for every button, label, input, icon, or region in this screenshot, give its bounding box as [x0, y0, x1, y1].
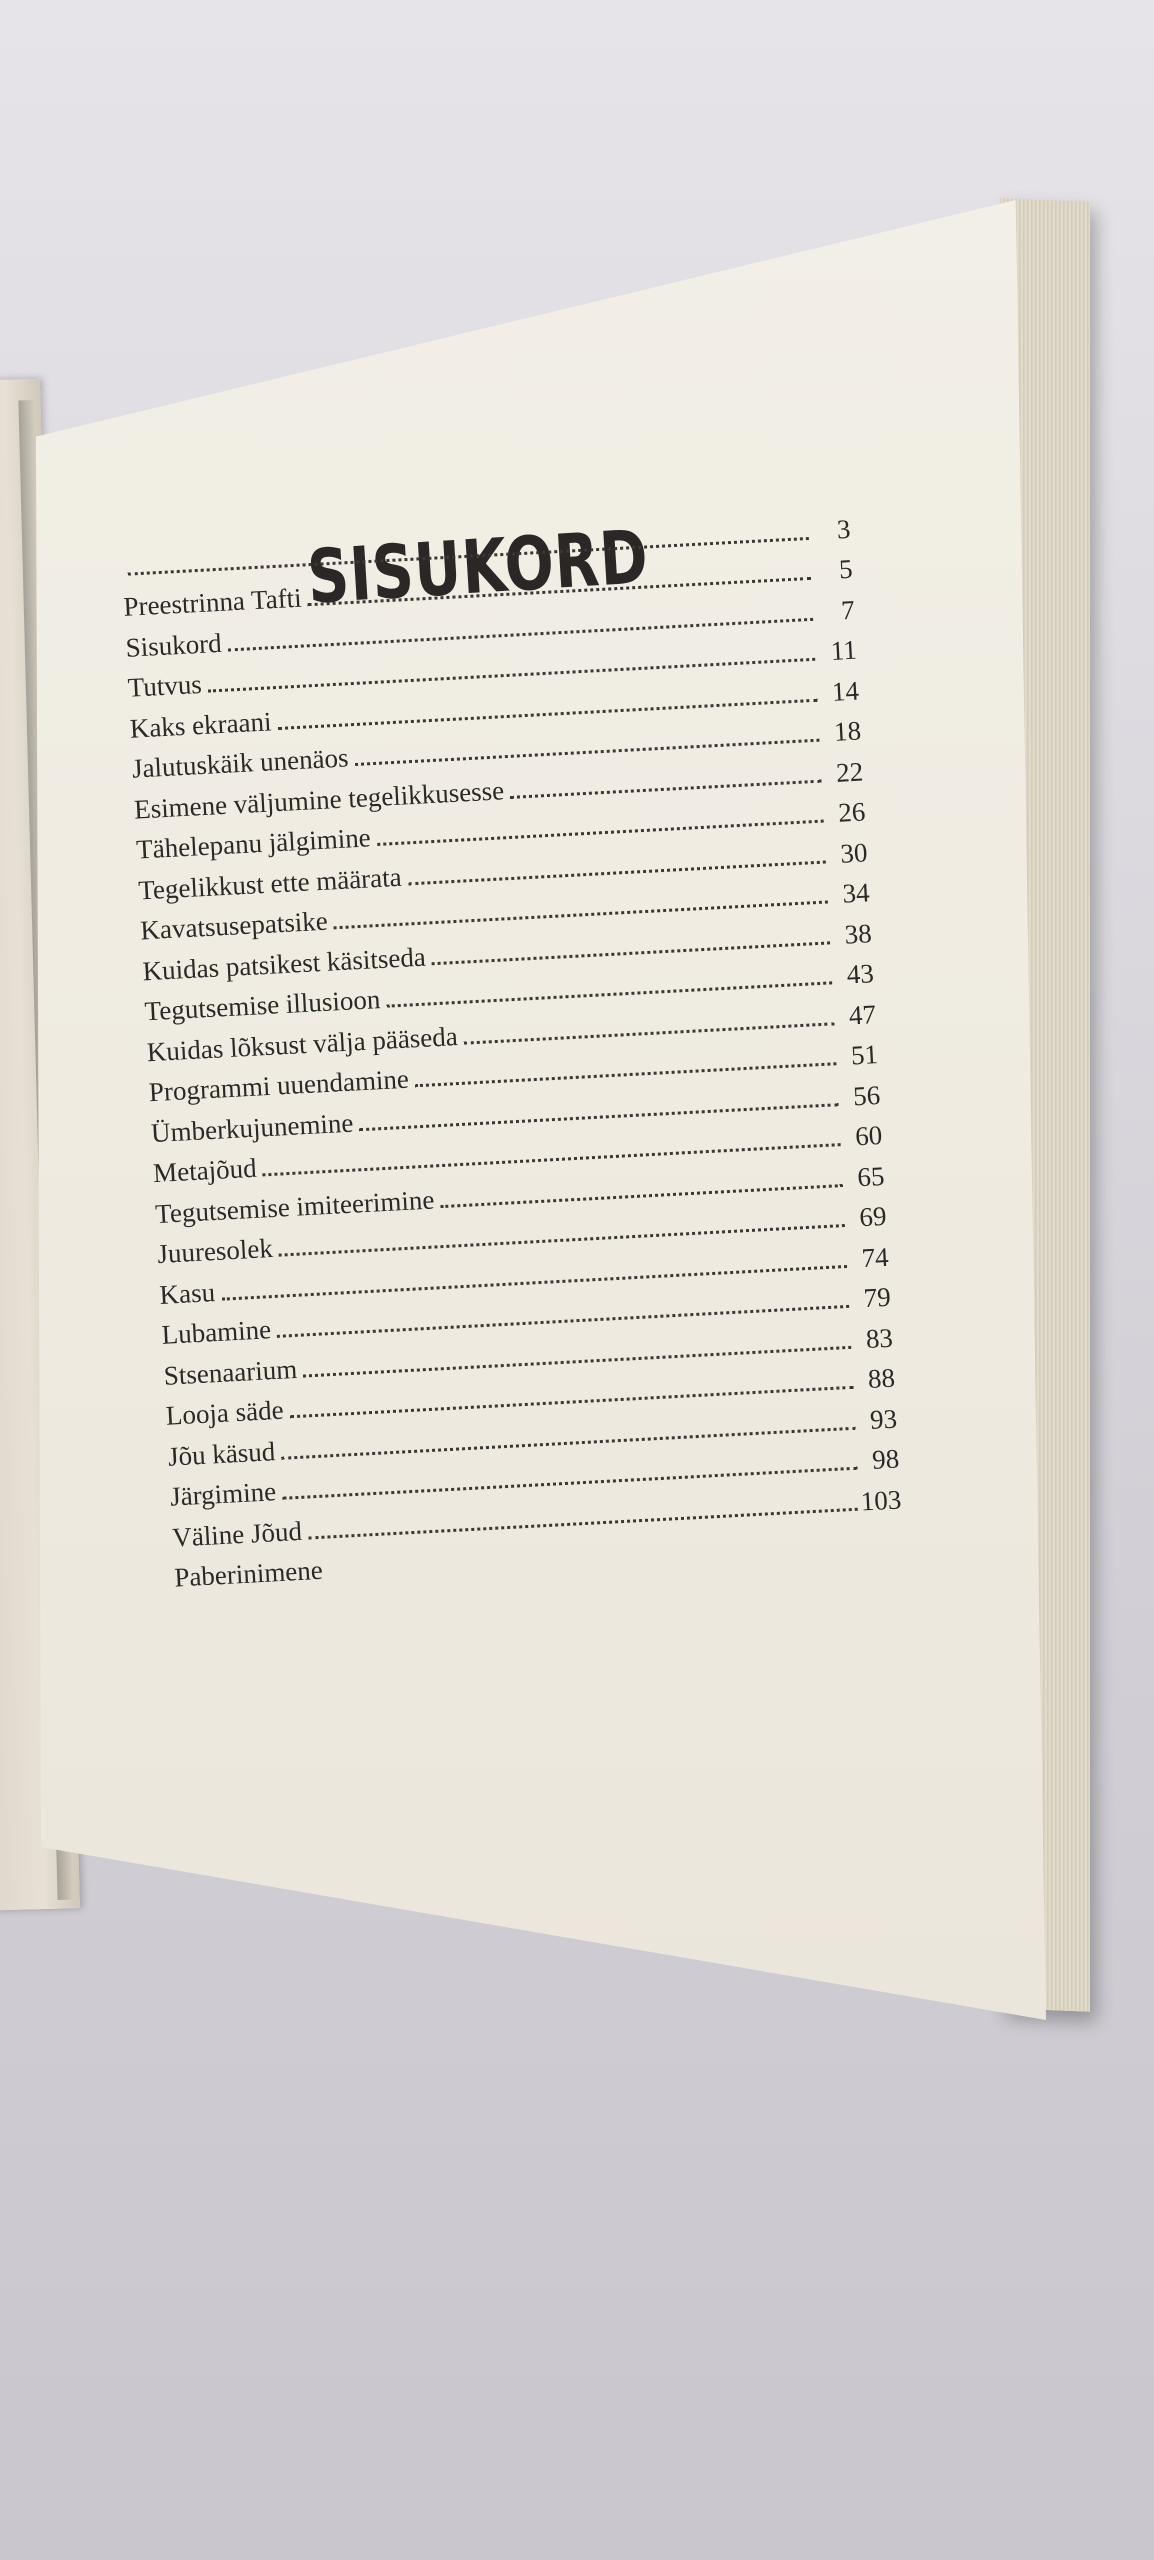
- toc-entry-title: Juuresolek: [156, 1232, 274, 1269]
- toc-entry-title: Lubamine: [160, 1314, 272, 1350]
- toc-entry-page-number: 34: [841, 877, 871, 909]
- toc-entry-page-number: 14: [831, 675, 860, 707]
- toc-entry-title: Tegelikkust ette määrata: [137, 861, 403, 905]
- toc-entry-page-number: 88: [867, 1362, 896, 1394]
- toc-entry-page-number: 43: [845, 958, 875, 990]
- toc-entry-title: Tähelepanu jälgimine: [135, 822, 372, 865]
- toc-entry-title: Järgimine: [169, 1476, 277, 1512]
- toc-entry-page-number: 22: [835, 755, 864, 788]
- toc-entry-page-number: 65: [856, 1160, 886, 1192]
- toc-entry-page-number: 11: [829, 634, 858, 666]
- toc-entry-title: Ümberkujunemine: [150, 1107, 355, 1148]
- toc-entry-page-number: 18: [833, 715, 862, 747]
- toc-entry-page-number: 38: [843, 917, 873, 950]
- toc-entry-page-number: 5: [838, 553, 854, 585]
- page-title: SISUKORD: [305, 514, 651, 621]
- toc-entry-page-number: 69: [858, 1200, 888, 1233]
- toc-entry-page-number: 26: [837, 796, 867, 828]
- toc-entry-page-number: 30: [839, 836, 869, 869]
- toc-entry-title: Metajõud: [152, 1152, 258, 1189]
- toc-entry-title: Paberinimene: [173, 1554, 324, 1593]
- toc-entry-title: Tutvus: [126, 668, 203, 703]
- toc-entry-page-number: 7: [840, 594, 856, 625]
- toc-entry-page-number: 103: [860, 1483, 903, 1517]
- toc-entry-title: Kuidas patsikest käsitseda: [141, 941, 427, 986]
- toc-entry-title: Kuidas lõksust välja pääseda: [146, 1020, 459, 1067]
- toc-entry-title: Tegutsemise imiteerimine: [154, 1183, 435, 1229]
- toc-entry-title: Väline Jõud: [171, 1515, 303, 1553]
- toc-entry-page-number: 74: [860, 1241, 890, 1273]
- toc-entry-title: Sisukord: [124, 627, 223, 663]
- toc-entry-title: Esimene väljumine tegelikkusesse: [133, 774, 505, 825]
- toc-entry-title: Jalutuskäik unenäos: [131, 742, 350, 784]
- toc-entry-page-number: 56: [852, 1079, 881, 1111]
- toc-entry-page-number: 51: [850, 1039, 879, 1071]
- toc-entry-page-number: 93: [869, 1403, 898, 1435]
- toc-entry-title: Kaks ekraani: [129, 705, 273, 744]
- toc-entry-page-number: 79: [862, 1281, 892, 1314]
- toc-entry-page-number: 3: [836, 513, 852, 544]
- toc-entry-page-number: 47: [848, 998, 877, 1030]
- toc-entry-title: Tegutsemise illusioon: [143, 984, 382, 1027]
- toc-entry-title: Stsenaarium: [162, 1353, 298, 1391]
- toc-entry-title: Looja säde: [165, 1394, 285, 1431]
- toc-entry-title: Kasu: [158, 1276, 216, 1310]
- toc-entry-title: Preestrinna Tafti: [122, 582, 303, 622]
- toc-entry-title: Programmi uuendamine: [148, 1063, 410, 1108]
- table-of-contents: [120, 502, 904, 1592]
- toc-entry-title: Kavatsusepatsike: [139, 905, 329, 946]
- toc-entry-page-number: 83: [865, 1322, 894, 1354]
- toc-entry-title: Jõu käsud: [167, 1435, 276, 1472]
- toc-entry-page-number: 98: [871, 1443, 900, 1475]
- toc-entry-page-number: 60: [854, 1119, 883, 1152]
